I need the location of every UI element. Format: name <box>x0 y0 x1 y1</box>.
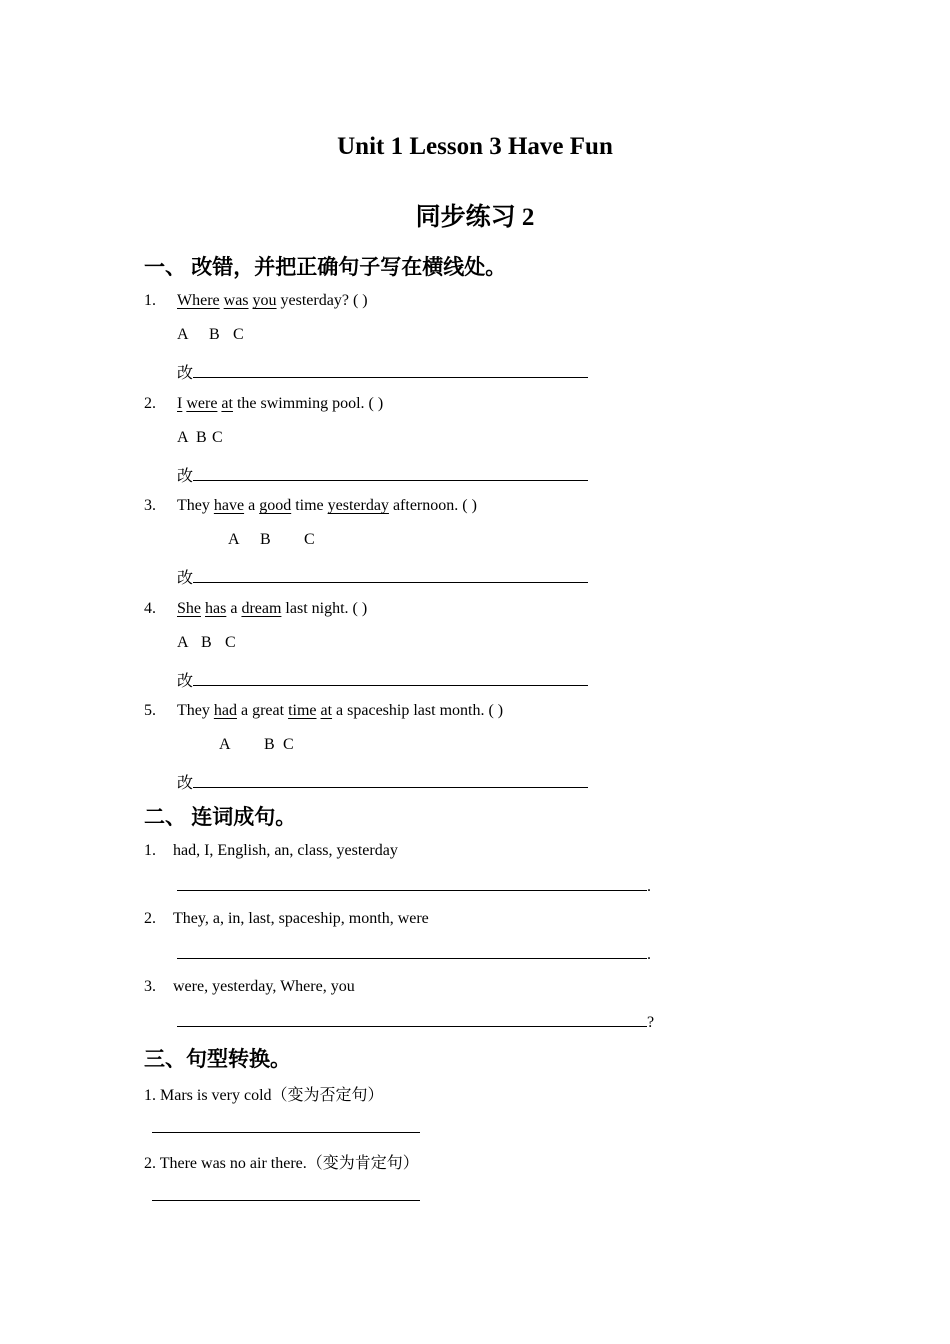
answer-line[interactable] <box>152 1132 420 1133</box>
option-a-word: Where <box>177 292 220 309</box>
question-number: 5. <box>144 702 156 719</box>
answer-line[interactable] <box>177 944 647 959</box>
letter-a: A <box>177 429 189 446</box>
option-b-word: was <box>223 292 249 309</box>
scrambled-words: had, I, English, an, class, yesterday <box>173 842 398 859</box>
correction-line[interactable]: 改 <box>177 770 588 793</box>
option-a-word: I <box>177 395 183 412</box>
question-number: 1. <box>144 292 156 309</box>
question-sentence: I were at the swimming pool. ( ) <box>177 395 384 412</box>
answer-line[interactable] <box>177 876 647 891</box>
correction-line[interactable]: 改 <box>177 463 588 486</box>
letter-a: A <box>219 736 231 753</box>
option-c-word: at <box>320 702 333 719</box>
option-b-word: good <box>259 497 292 514</box>
letter-b: B <box>196 429 207 446</box>
letter-a: A <box>228 531 240 548</box>
letter-c: C <box>233 326 244 343</box>
question-number: 4. <box>144 600 156 617</box>
question-number: 2. <box>144 395 156 412</box>
transform-question: 1. Mars is very cold（变为否定句） <box>144 1087 384 1104</box>
answer-line[interactable] <box>193 466 588 481</box>
page-subtitle: 同步练习 2 <box>415 204 535 231</box>
question-number: 2. <box>144 910 156 927</box>
question-sentence: They have a good time yesterday afternoon. ( ) <box>177 497 477 514</box>
sentence-answer[interactable]: . <box>177 876 651 896</box>
scrambled-words: were, yesterday, Where, you <box>173 978 355 995</box>
option-a-word: have <box>213 497 245 514</box>
answer-line[interactable] <box>193 363 588 378</box>
answer-line[interactable] <box>193 773 588 788</box>
sentence-answer[interactable]: ? <box>177 1012 654 1032</box>
correction-line[interactable]: 改 <box>177 668 588 691</box>
answer-line[interactable] <box>193 671 588 686</box>
letter-a: A <box>177 326 189 343</box>
option-a-word: She <box>177 600 201 617</box>
section-2-heading: 二、 连词成句。 <box>144 805 297 829</box>
answer-line[interactable] <box>193 568 588 583</box>
question-sentence: Where was you yesterday? ( ) <box>177 292 368 309</box>
option-b-word: were <box>186 395 218 412</box>
letter-b: B <box>209 326 220 343</box>
sentence-answer[interactable]: . <box>177 944 651 964</box>
question-number: 3. <box>144 497 156 514</box>
letter-c: C <box>283 736 294 753</box>
question-number: 1. <box>144 842 156 859</box>
scrambled-words: They, a, in, last, spaceship, month, were <box>173 910 429 927</box>
correction-line[interactable]: 改 <box>177 360 588 383</box>
page-title: Unit 1 Lesson 3 Have Fun <box>337 133 613 160</box>
letter-b: B <box>260 531 271 548</box>
option-a-word: had <box>213 702 237 719</box>
option-b-word: time <box>288 702 317 719</box>
letter-c: C <box>225 634 236 651</box>
letter-b: B <box>264 736 275 753</box>
option-c-word: yesterday <box>327 497 389 514</box>
option-c-word: dream <box>241 600 282 617</box>
answer-line[interactable] <box>177 1012 647 1027</box>
question-sentence: She has a dream last night. ( ) <box>177 600 368 617</box>
option-c-word: you <box>252 292 277 309</box>
question-sentence: They had a great time at a spaceship last month. ( ) <box>177 702 504 719</box>
answer-line[interactable] <box>152 1200 420 1201</box>
transform-question: 2. There was no air there.（变为肯定句） <box>144 1155 419 1172</box>
letter-c: C <box>212 429 223 446</box>
correction-line[interactable]: 改 <box>177 565 588 588</box>
option-c-word: at <box>221 395 233 412</box>
question-number: 3. <box>144 978 156 995</box>
letter-c: C <box>304 531 315 548</box>
section-1-heading: 一、 改错，并把正确句子写在横线处。 <box>144 255 507 279</box>
option-b-word: has <box>205 600 227 617</box>
letter-b: B <box>201 634 212 651</box>
letter-a: A <box>177 634 189 651</box>
section-3-heading: 三、句型转换。 <box>144 1047 291 1071</box>
